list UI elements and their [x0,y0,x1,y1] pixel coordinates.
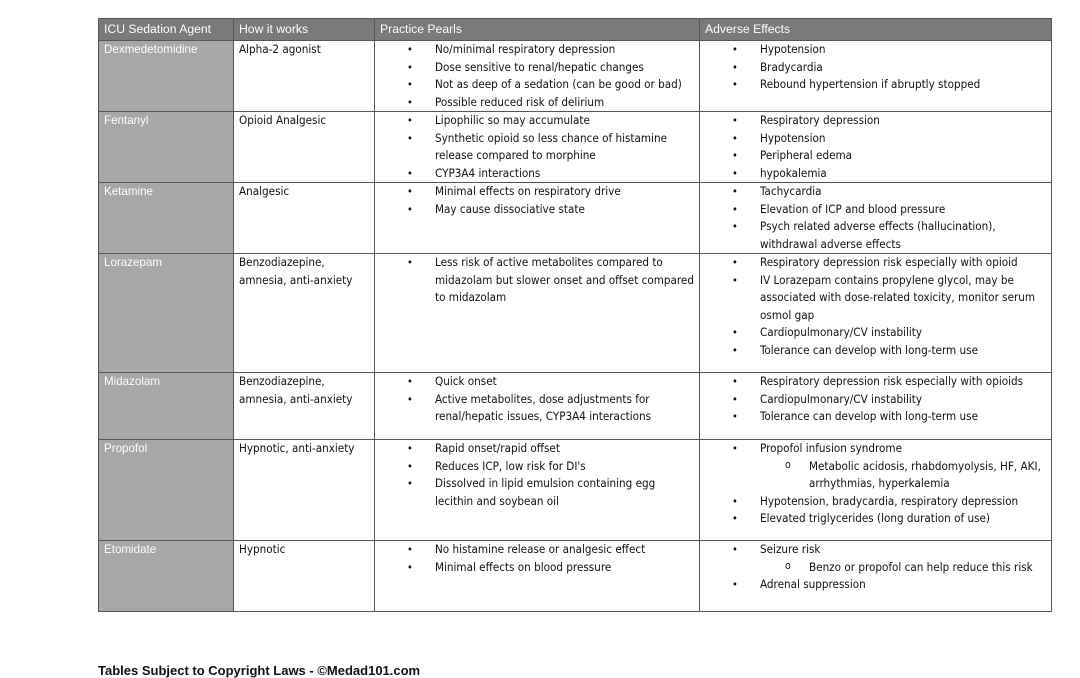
list-item-text: Tachycardia [760,184,822,198]
list-item-text: May cause dissociative state [435,201,585,216]
list-item [380,391,694,426]
list-item-text: Bradycardia [760,59,823,74]
table-body [99,41,1052,612]
list-item-text: Elevation of ICP and blood pressure [760,201,946,216]
header-adverse-effects: Adverse Effects [700,19,1052,41]
table-row [99,373,1052,440]
list-item-text: Active metabolites, dose adjustments for renal/hepatic issues, CYP3A4 interactions [435,391,652,423]
list-item [705,183,1046,201]
list-item-text: Dose sensitive to renal/hepatic changes [435,59,644,74]
list-item [380,165,694,183]
pearls-list [380,41,694,111]
adverse-list [705,541,1046,594]
list-item [705,218,1046,253]
adverse-effects-cell [700,112,1052,183]
sub-list-item: o Metabolic acidosis, rhabdomyolysis, HF, AKI, arrhythmias, hyperkalemia [760,458,1046,493]
pearls-list [380,440,694,510]
list-item [705,59,1046,77]
adverse-effects-cell [700,373,1052,440]
sub-list-item: o Benzo or propofol can help reduce this risk [760,559,1046,577]
mechanism-cell: Benzodiazepine, amnesia, anti-anxiety [234,373,375,440]
list-item-text: Dissolved in lipid emulsion containing egg lecithin and soybean oil [435,476,656,508]
list-item-text: Rapid onset/rapid offset [435,441,560,455]
list-item-text: Not as deep of a sedation (can be good or bad) [435,77,682,91]
list-item [380,440,694,458]
table-row [99,440,1052,541]
mechanism-cell: Hypnotic [234,541,375,612]
agent-name-cell: Midazolam [99,373,234,440]
header-agent: ICU Sedation Agent [99,19,234,41]
table-row [99,41,1052,112]
list-item-text: Possible reduced risk of delirium [435,94,605,109]
list-item [705,541,1046,576]
list-item [380,373,694,391]
agent-name-cell: Etomidate [99,541,234,612]
list-item-text: Adrenal suppression [760,577,866,591]
pearls-list [380,183,694,218]
list-item-text: Psych related adverse effects (hallucination), withdrawal adverse effects [760,219,996,251]
practice-pearls-cell [375,41,700,112]
list-item [705,130,1046,148]
pearls-list [380,112,694,182]
table-row [99,183,1052,254]
header-practice-pearls: Practice Pearls [375,19,700,41]
list-item [380,541,694,559]
list-item-text: Lipophilic so may accumulate [435,113,590,127]
adverse-list [705,254,1046,359]
list-item-text: Hypotension, bradycardia, respiratory depression [760,493,1019,508]
list-item [705,165,1046,183]
list-item-text: No/minimal respiratory depression [435,42,616,56]
adverse-list [705,41,1046,94]
adverse-effects-cell [700,440,1052,541]
list-item [380,59,694,77]
list-item [380,475,694,510]
list-item-text: Hypotension [760,130,826,145]
list-item [380,559,694,577]
list-item-text: Peripheral edema [760,148,853,162]
list-item-text: Less risk of active metabolites compared to midazolam but slower onset and offset compared to midazolam [435,255,694,304]
list-item [380,130,694,165]
adverse-list [705,440,1046,528]
list-item [705,41,1046,59]
list-item-text: Tolerance can develop with long-term use [760,409,978,423]
agent-name-cell: Fentanyl [99,112,234,183]
agent-name-cell: Ketamine [99,183,234,254]
adverse-effects-cell [700,541,1052,612]
list-item [380,41,694,59]
table-header-row [99,19,1052,41]
list-item [380,76,694,94]
practice-pearls-cell [375,541,700,612]
agent-name-cell: Propofol [99,440,234,541]
list-item [705,147,1046,165]
list-item [705,324,1046,342]
mechanism-cell: Opioid Analgesic [234,112,375,183]
table-row [99,254,1052,373]
practice-pearls-cell [375,112,700,183]
adverse-list [705,112,1046,182]
list-item-text: No histamine release or analgesic effect [435,542,646,556]
list-item-text: Minimal effects on blood pressure [435,559,612,574]
mechanism-cell: Analgesic [234,183,375,254]
list-item-text: Quick onset [435,374,497,388]
list-item-text: CYP3A4 interactions [435,165,541,180]
adverse-effects-cell [700,254,1052,373]
list-item [380,458,694,476]
list-item-text: Reduces ICP, low risk for DI's [435,458,586,473]
table-row [99,541,1052,612]
header-how-it-works: How it works [234,19,375,41]
list-item [705,493,1046,511]
list-item [380,254,694,307]
practice-pearls-cell [375,254,700,373]
list-item [705,391,1046,409]
practice-pearls-cell [375,183,700,254]
list-item [705,510,1046,528]
list-item-text: hypokalemia [760,165,827,180]
list-item [705,272,1046,325]
pearls-list [380,541,694,576]
adverse-effects-cell [700,183,1052,254]
list-item [705,440,1046,493]
mechanism-cell: Benzodiazepine, amnesia, anti-anxiety [234,254,375,373]
list-item [380,201,694,219]
sedation-table-container [98,18,1051,612]
adverse-effects-cell [700,41,1052,112]
sub-list [760,458,1046,493]
list-item-text: Elevated triglycerides (long duration of use) [760,511,990,525]
practice-pearls-cell [375,440,700,541]
list-item [705,373,1046,391]
mechanism-cell: Alpha-2 agonist [234,41,375,112]
list-item-text: Respiratory depression risk especially with opioids [760,374,1024,388]
adverse-list [705,373,1046,426]
list-item [380,112,694,130]
list-item [705,342,1046,360]
sub-list [760,559,1046,577]
list-item [705,408,1046,426]
sedation-agents-table [98,18,1052,612]
list-item-text: Tolerance can develop with long-term use [760,342,978,357]
agent-name-cell: Dexmedetomidine [99,41,234,112]
list-item [705,576,1046,594]
list-item-text: Rebound hypertension if abruptly stopped [760,77,981,91]
list-item-text: Cardiopulmonary/CV instability [760,391,923,406]
practice-pearls-cell [375,373,700,440]
list-item [705,112,1046,130]
list-item-text: Respiratory depression risk especially with opioid [760,255,1018,269]
copyright-footer: Tables Subject to Copyright Laws - ©Medad101.com [98,663,421,678]
list-item [705,76,1046,94]
list-item-text: Synthetic opioid so less chance of histamine release compared to morphine [435,130,667,162]
list-item-text: Hypotension [760,42,826,56]
pearls-list [380,373,694,426]
agent-name-cell: Lorazepam [99,254,234,373]
list-item [380,94,694,112]
list-item-text: Cardiopulmonary/CV instability [760,325,923,339]
list-item-text: IV Lorazepam contains propylene glycol, may be associated with dose-related toxicity, monitor serum osmol gap [760,272,1036,322]
list-item-text: Minimal effects on respiratory drive [435,184,621,198]
pearls-list [380,254,694,307]
list-item-text: Respiratory depression [760,113,880,127]
list-item-text: Seizure risk [760,542,821,556]
mechanism-cell: Hypnotic, anti-anxiety [234,440,375,541]
list-item [380,183,694,201]
adverse-list [705,183,1046,253]
list-item [705,254,1046,272]
list-item-text: Propofol infusion syndrome [760,441,903,455]
list-item [705,201,1046,219]
table-row [99,112,1052,183]
